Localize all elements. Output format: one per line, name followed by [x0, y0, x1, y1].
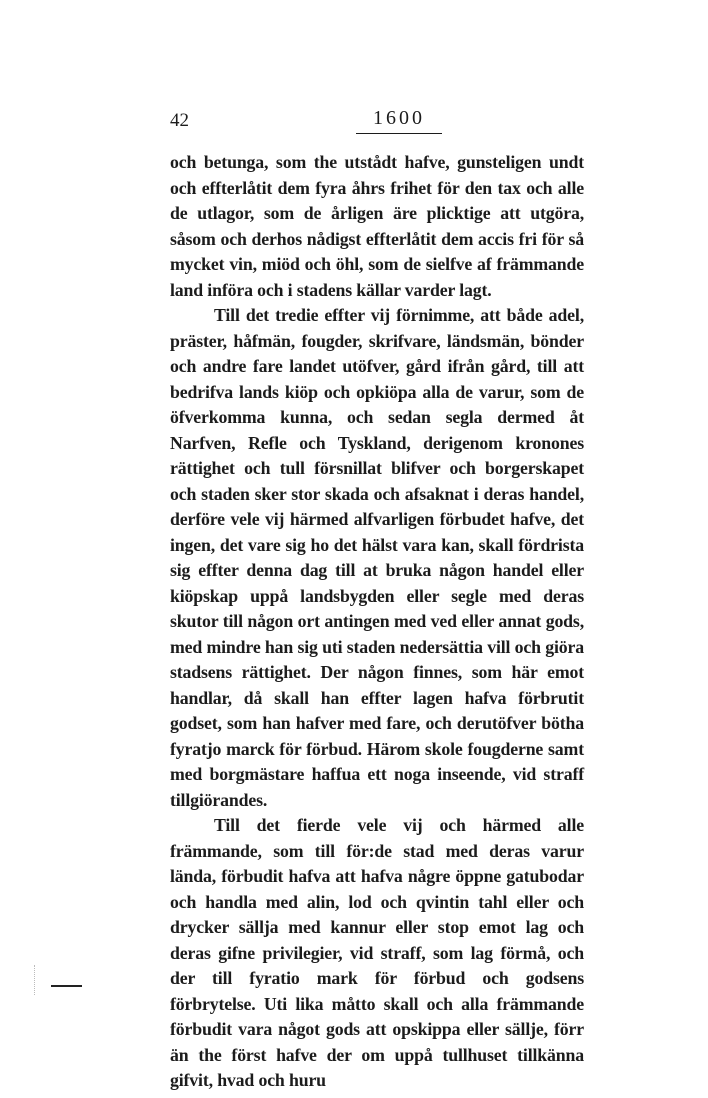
- body-text: [170, 150, 584, 1094]
- running-head-year: 1600: [356, 106, 442, 134]
- margin-dots: [34, 965, 37, 995]
- margin-mark: [51, 985, 82, 987]
- paragraph-third-article: Till det tredie effter vij förnimme, att både adel, präster, håfmän, fougder, skrifvare, ländsmän, bönder och andre fare landet utöfver, gård ifrån gård, till att bedrifva lands kiöp och opkiöpa alla de varur, som de öfverkomma kunna, och sedan segla dermed åt Narfven, Refle och Tyskland, derigenom kronones rättighet och tull försnillat blifver och borgerskapet och staden sker stor skada och afsaknat i deras handel, derföre vele vij härmed alfvarligen förbudet hafve, det ingen, det vare sig ho det hälst vara kan, skall fördrista sig effter denna dag till at bruka någon handel eller kiöpskap uppå landsbygden eller segle med deras skutor till någon ort antingen med ved eller annat gods, med mindre han sig uti staden nedersättia vill och giöra stadsens rättighet. Der någon finnes, som här emot handlar, då skall han effter lagen hafva förbrutit godset, som han hafver med fare, och derutöfver bötha fyratjo marck för förbud. Härom skole fougderne samt med borgmästare haffua ett noga inseende, vid straff tillgiörandes.: [170, 305, 584, 810]
- page-number: 42: [170, 110, 189, 131]
- paragraph-continuation: och betunga, som the utstådt hafve, gunsteligen undt och effterlåtit dem fyra åhrs frihet för den tax och alle de utlagor, som de årligen äre plicktige att utgöra, såsom och derhos nådigst effterlåtit dem accis fri för så mycket vin, miöd och öhl, som de sielfve af främmande land införa och i stadens källar varder lagt.: [170, 152, 584, 300]
- paragraph-fourth-article: Till det fierde vele vij och härmed alle främmande, som till för:de stad med deras varur lända, förbudit hafva att hafva någre öppne gatubodar och handla med alin, lod och qvintin tahl eller och drycker sällja med kannur eller stop emot lag och deras gifne privilegier, vid straff, som lag förmå, och der till fyratio mark för förbud och godsens förbrytelse. Uti lika måtto skall och alla främmande förbudit vara något gods att opskippa eller sällje, förr än the först hafve der om uppå tullhuset tillkänna gifvit, hvad och huru: [170, 815, 584, 1090]
